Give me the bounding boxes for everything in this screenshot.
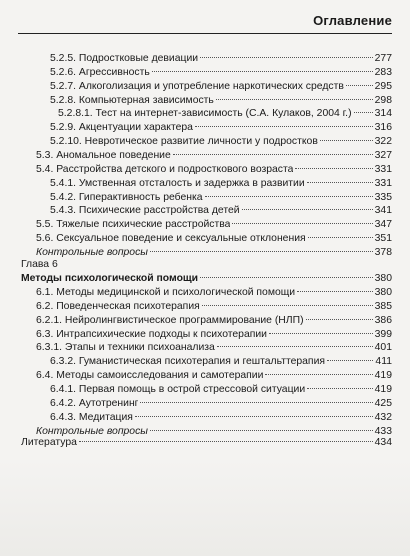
chapter-page: 380 (374, 273, 392, 284)
toc-entry-title: 5.3. Аномальное поведение (36, 149, 171, 161)
toc-entry-title: 6.1. Методы медицинской и психологической помощи (36, 287, 296, 298)
toc-entry-page: 322 (374, 136, 392, 148)
chapter-label: Глава 6 (21, 259, 58, 270)
leader-dots (346, 85, 373, 86)
leader-dots (265, 374, 372, 375)
literature-page: 434 (374, 437, 392, 448)
toc-row[interactable] (50, 135, 392, 148)
toc-entry-title: 5.2.6. Агрессивность (50, 66, 150, 78)
toc-entry-page: 351 (374, 233, 392, 245)
leader-dots (269, 333, 373, 334)
toc-row[interactable] (50, 80, 392, 93)
toc-entry-page: 331 (374, 177, 392, 189)
toc-entry-page: 378 (374, 246, 392, 258)
toc-entry-page: 331 (374, 163, 392, 175)
toc-entry-title: 6.2.1. Нейролингвистическое программирование (НЛП) (36, 314, 304, 326)
toc-row[interactable] (36, 218, 392, 231)
literature-row[interactable] (21, 436, 392, 449)
leader-dots (202, 305, 373, 306)
toc-entry-title: 5.4. Расстройства детского и подросткового возраста (36, 163, 294, 175)
toc-row[interactable] (36, 314, 392, 327)
leader-dots (79, 441, 373, 442)
leader-dots (217, 346, 373, 347)
literature-title: Литература (21, 437, 77, 448)
header-rule (18, 33, 392, 34)
toc-entry-title: Контрольные вопросы (36, 425, 148, 437)
toc-row[interactable] (50, 191, 392, 204)
leader-dots (150, 251, 373, 252)
leader-dots (320, 140, 373, 141)
toc-entry-title: 5.4.1. Умственная отсталость и задержка в развитии (50, 177, 305, 189)
chapter-title: Методы психологической помощи (21, 273, 199, 284)
leader-dots (232, 223, 372, 224)
toc-row[interactable] (36, 286, 392, 299)
leader-dots (200, 277, 373, 278)
toc-row[interactable] (50, 94, 392, 107)
leader-dots (307, 388, 373, 389)
toc-entry-title: 5.2.8. Компьютерная зависимость (50, 94, 214, 106)
toc-row[interactable] (50, 121, 392, 134)
toc-entry-page: 295 (374, 80, 392, 92)
toc-entry-title: 5.2.8.1. Тест на интернет-зависимость (С.А. Кулаков, 2004 г.) (58, 108, 352, 120)
toc-row[interactable] (50, 397, 392, 410)
toc-row[interactable] (36, 300, 392, 313)
toc-row[interactable] (58, 107, 392, 120)
toc-entry-page: 419 (374, 370, 392, 382)
toc-entry-page: 327 (374, 149, 392, 161)
toc-entry-title: 5.5. Тяжелые психические расстройства (36, 219, 231, 231)
toc-row[interactable] (50, 66, 392, 79)
toc-entry-title: 6.3. Интрапсихические подходы к психотерапии (36, 328, 267, 340)
toc-entry-title: 6.3.1. Этапы и техники психоанализа (36, 342, 215, 354)
leader-dots (152, 71, 373, 72)
toc-entry-page: 335 (374, 191, 392, 203)
toc-entry-page: 386 (374, 314, 392, 326)
leader-dots (140, 402, 372, 403)
toc-row[interactable] (36, 232, 392, 245)
leader-dots (295, 168, 372, 169)
toc-row[interactable] (50, 177, 392, 190)
toc-entry-title: 6.3.2. Гуманистическая психотерапия и гештальттерапия (50, 356, 325, 368)
toc-row[interactable] (50, 383, 392, 396)
leader-dots (195, 126, 373, 127)
page-header (0, 0, 410, 36)
leader-dots (216, 99, 373, 100)
toc-row[interactable] (36, 246, 392, 259)
toc-row[interactable] (36, 163, 392, 176)
toc-entry-page: 347 (374, 219, 392, 231)
toc-row[interactable] (36, 341, 392, 354)
leader-dots (173, 154, 373, 155)
leader-dots (354, 112, 373, 113)
leader-dots (205, 196, 373, 197)
toc-entry-title: 5.2.10. Невротическое развитие личности у подростков (50, 136, 318, 148)
toc-entry-title: 5.2.7. Алкоголизация и употребление наркотических средств (50, 80, 344, 92)
leader-dots (297, 291, 373, 292)
toc-entry-title: 5.2.9. Акцентуации характера (50, 122, 193, 134)
toc-entry-page: 385 (374, 300, 392, 312)
toc-entry-page: 298 (374, 94, 392, 106)
leader-dots (306, 319, 373, 320)
toc-entry-page: 316 (374, 122, 392, 134)
toc-entry-page: 314 (374, 108, 392, 120)
toc-entry-page: 341 (374, 205, 392, 217)
toc-row[interactable] (50, 355, 392, 368)
toc-entry-page: 277 (374, 53, 392, 64)
leader-dots (200, 57, 373, 58)
toc-entry-page: 380 (374, 287, 392, 298)
toc-entry-page: 411 (375, 356, 392, 368)
toc-entry-title: 5.6. Сексуальное поведение и сексуальные отклонения (36, 233, 306, 245)
toc-entry-page: 433 (374, 425, 392, 437)
toc-entry-page: 401 (374, 342, 392, 354)
toc-row[interactable] (36, 425, 392, 438)
toc-entry-page: 432 (374, 411, 392, 423)
leader-dots (308, 237, 373, 238)
leader-dots (327, 360, 373, 361)
toc-entry-title: 6.2. Поведенческая психотерапия (36, 300, 200, 312)
toc-row[interactable] (36, 328, 392, 341)
page-bottom-fade (0, 460, 410, 556)
toc-row[interactable] (36, 369, 392, 382)
leader-dots (242, 209, 373, 210)
toc-entry-title: 6.4.1. Первая помощь в острой стрессовой ситуации (50, 383, 306, 395)
toc-entry-title: 5.4.2. Гиперактивность ребенка (50, 191, 203, 203)
toc-entry-page: 283 (374, 66, 392, 78)
leader-dots (307, 182, 373, 183)
toc-entry-title: Контрольные вопросы (36, 246, 148, 258)
toc-entry-title: 5.2.5. Подростковые девиации (50, 53, 199, 64)
toc-entry-title: 6.4.3. Медитация (50, 411, 133, 423)
toc-entry-title: 6.4.2. Аутотренинг (50, 397, 139, 409)
toc-entry-title: 5.4.3. Психические расстройства детей (50, 205, 240, 217)
leader-dots (150, 430, 373, 431)
toc-entry-title: 6.4. Методы самоисследования и самотерапии (36, 370, 264, 382)
chapter-title-row[interactable] (21, 272, 392, 285)
toc-entry-page: 419 (374, 383, 392, 395)
toc-entry-page: 399 (374, 328, 392, 340)
toc-row[interactable] (50, 204, 392, 217)
toc-row[interactable] (50, 411, 392, 424)
toc-entry-page: 425 (374, 397, 392, 409)
toc-row[interactable] (50, 52, 392, 65)
toc-row[interactable] (36, 149, 392, 162)
page-title: Оглавление (313, 13, 392, 28)
leader-dots (135, 416, 373, 417)
